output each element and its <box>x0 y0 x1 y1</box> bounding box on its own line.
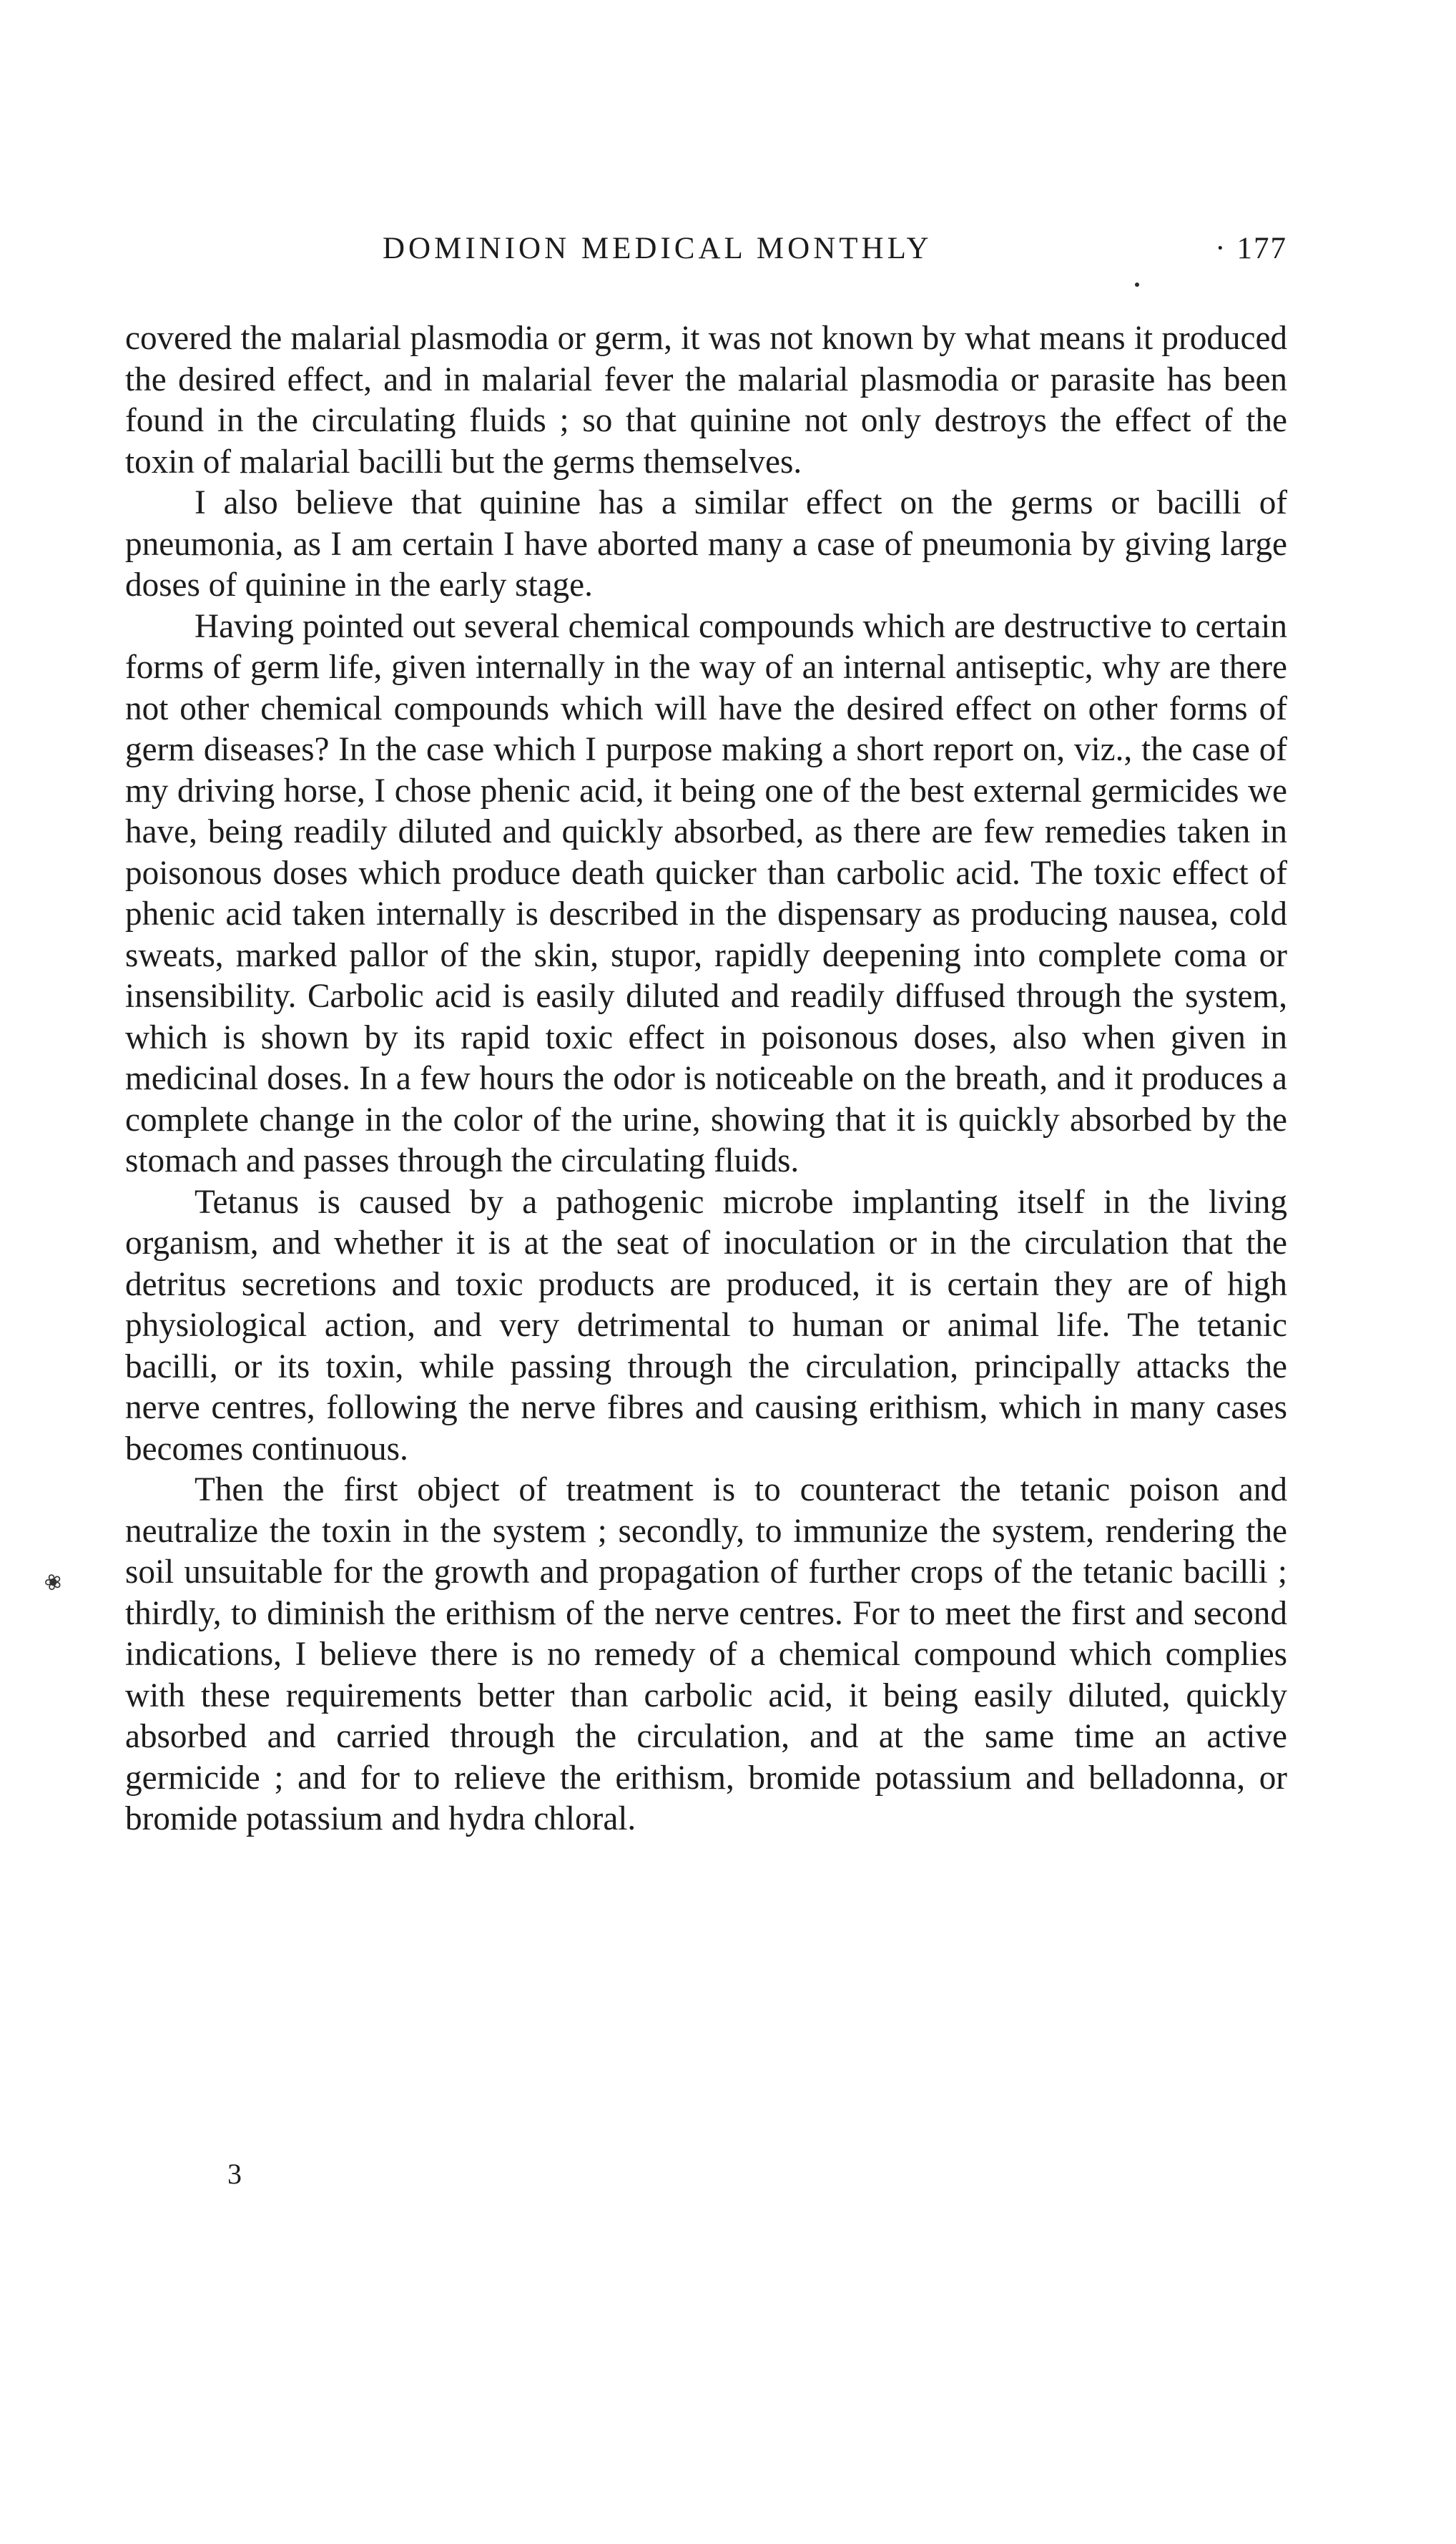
paragraph-tetanus: Tetanus is caused by a pathogenic microbe implanting itself in the living organism, and whether it is at the seat of inoculation or in the circulation that the detritus secretions and toxic products are produced, it is certain they are of high physiological action, and very detrimental to human or animal life. The tetanic bacilli, or its toxin, while passing through the circulation, principally attacks the nerve centres, following the nerve fibres and causing erithism, which in many cases becomes continuous. <box>125 1183 1287 1468</box>
paragraph-treatment: Then the first object of treatment is to counteract the tetanic poison and neutralize the toxin in the system ; secondly, to immunize the system, rendering the soil unsuitable for the growth and propagation of further crops of the tetanic bacilli ; thirdly, to diminish the erithism of the nerve centres. For to meet the first and second indications, I believe there is no remedy of a chemical compound which complies with these requirements better than carbolic acid, it being easily diluted, quickly absorbed and carried through the circulation, and at the same time an active germicide ; and for to relieve the erithism, bromide potassium and belladonna, or bromide potassium and hydra chloral. <box>125 1471 1287 1837</box>
paragraph-phenic-acid: Having pointed out several chemical compounds which are destructive to certain forms of germ life, given internally in the way of an internal antiseptic, why are there not other chemical compounds which will have the desired effect on other forms of germ diseases? In the case which I purpose making a short report on, viz., the case of my driving horse, I chose phenic acid, it being one of the best external germicides we have, being readily diluted and quickly absorbed, as there are few remedies taken in poisonous doses which produce death quicker than carbolic acid. The toxic effect of phenic acid taken internally is described in the dispensary as producing nausea, cold sweats, marked pallor of the skin, stupor, rapidly deepening into complete coma or insensibility. Carbolic acid is easily diluted and readily diffused through the system, which is shown by its rapid toxic effect in poisonous doses, also when given in medicinal doses. In a few hours the odor is noticeable on the breath, and it produces a complete change in the color of the urine, showing that it is quickly absorbed by the stomach and passes through the circulating fluids. <box>125 607 1287 1179</box>
paragraph-continued: covered the malarial plasmodia or germ, it was not known by what means it produced the desired effect, and in malarial fever the malarial plasmodia or parasite has been found in the circulating fluids ; so that quinine not only destroys the effect of the toxin of malarial bacilli but the germs themselves. <box>125 320 1287 481</box>
body-text <box>125 318 1287 1840</box>
page-number: · 177 <box>1215 227 1287 270</box>
running-title: DOMINION MEDICAL MONTHLY <box>383 232 933 265</box>
running-head <box>125 227 1287 270</box>
ink-speck <box>1135 283 1139 287</box>
margin-ink-mark: ❀ <box>41 1568 67 1597</box>
paragraph-quinine-pneumonia: I also believe that quinine has a similar effect on the germs or bacilli of pneumonia, as I am certain I have aborted many a case of pneumonia by giving large doses of quinine in the early stage. <box>125 484 1287 604</box>
signature-mark: 3 <box>227 2158 242 2190</box>
